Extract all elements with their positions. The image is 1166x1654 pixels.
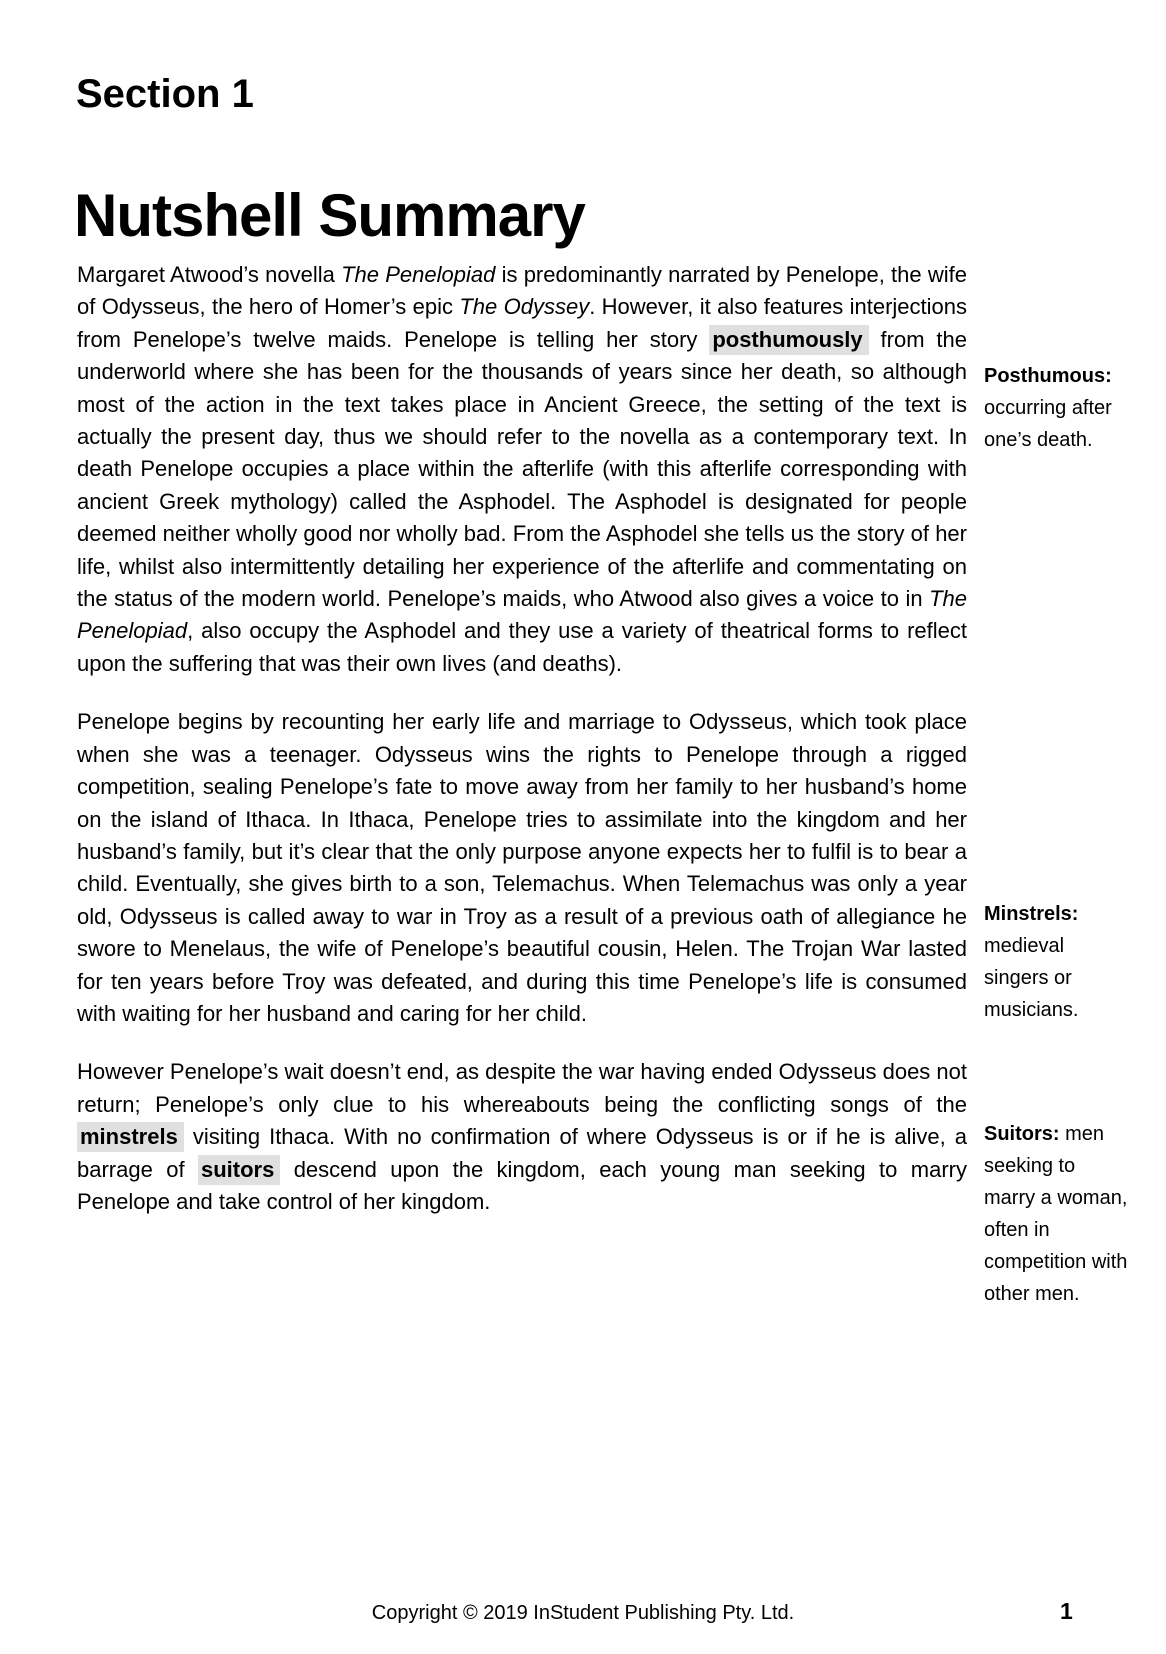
margin-note-term: Posthumous: [984,365,1112,387]
paragraph-text: descend upon the kingdom, each young man seeking to marry Penelope and take control of her kingdom. [77,1156,967,1214]
italic-book-title: The Penelopiad [77,586,967,644]
body-text-column [77,259,967,1244]
highlighted-term-minstrels: minstrels [77,1122,184,1152]
margin-note-term: Minstrels: [984,903,1079,925]
paragraph-text: , also occupy the Asphodel and they use a variety of theatrical forms to reflect upon the suffering that was their own lives (and deaths). [77,618,967,676]
section-label: Section 1 [76,72,254,116]
body-paragraph-3 [77,1056,967,1218]
paragraph-text: visiting Ithaca. With no confirmation of where Odysseus is or if he is alive, a barrage of [77,1124,967,1182]
margin-note-term: Suitors: [984,1123,1060,1145]
body-paragraph-1 [77,259,967,680]
paragraph-text: . However, it also features interjections from Penelope’s twelve maids. Penelope is telling her story [77,294,968,352]
margin-note-minstrels [984,898,1130,1026]
paragraph-text: However Penelope’s wait doesn’t end, as despite the war having ended Odysseus does not return; Penelope’s only clue to his whereabouts being the conflicting songs of the [77,1059,967,1117]
paragraph-text: Penelope begins by recounting her early life and marriage to Odysseus, which took place when she was a teenager. Odysseus wins the rights to Penelope through a rigged competition, sealing Penelope’s fate to move away from her family to her husband’s home on the island of Ithaca. In Ithaca, Penelope tries to assimilate into the kingdom and her husband’s family, but it’s clear that the only purpose anyone expects her to fulfil is to bear a child. Eventually, she gives birth to a son, Telemachus. When Telemachus was only a year old, Odysseus is called away to war in Troy as a result of a previous oath of allegiance he swore to Menelaus, the wife of Penelope’s beautiful cousin, Helen. The Trojan War lasted for ten years before Troy was defeated, and during this time Penelope’s life is consumed with waiting for her husband and caring for her child. [77,709,967,1026]
highlighted-term-posthumously: posthumously [709,325,868,355]
margin-note-definition: men seeking to marry a woman, often in competition with other men. [984,1123,1128,1305]
italic-book-title: The Odyssey [459,294,590,320]
highlighted-term-suitors: suitors [198,1155,280,1185]
margin-note-definition: medieval singers or musicians. [984,935,1079,1021]
paragraph-text: is predominantly narrated by Penelope, the wife of Odysseus, the hero of Homer’s epic [77,262,967,320]
paragraph-text: from the underworld where she has been for the thousands of years since her death, so although most of the action in the text takes place in Ancient Greece, the setting of the text is actually the present day, thus we should refer to the novella as a contemporary text. In death Penelope occupies a place within the afterlife (with this afterlife corresponding with ancient Greek mythology) called the Asphodel. The Asphodel is designated for people deemed neither wholly good nor wholly bad. From the Asphodel she tells us the story of her life, whilst also intermittently detailing her experience of the afterlife and commentating on the status of the modern world. Penelope’s maids, who Atwood also gives a voice to in [77,326,967,612]
paragraph-text: Margaret Atwood’s novella [77,262,342,287]
body-paragraph-2 [77,706,967,1030]
page-title: Nutshell Summary [74,182,585,250]
italic-book-title: The Penelopiad [341,262,496,287]
margin-note-posthumous [984,360,1130,456]
footer-copyright: Copyright © 2019 InStudent Publishing Pty. Ltd. [371,1602,795,1624]
page-number: 1 [1060,1598,1073,1624]
margin-note-definition: occurring after one’s death. [984,397,1112,451]
margin-note-suitors [984,1118,1130,1310]
